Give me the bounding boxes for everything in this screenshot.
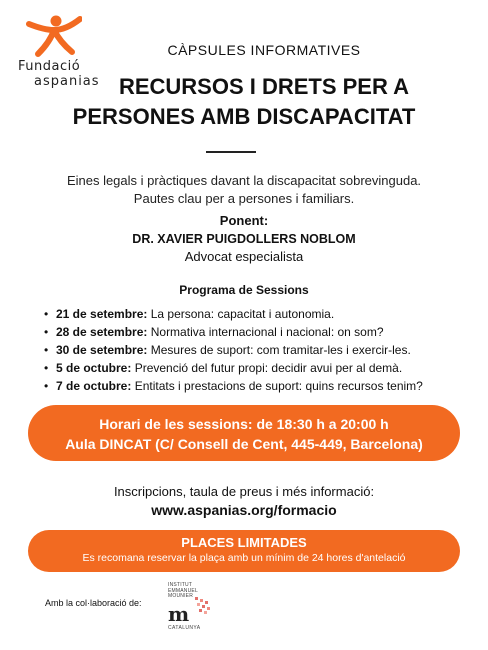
schedule-venue: Aula DINCAT (C/ Consell de Cent, 445-449, Barcelona) xyxy=(65,436,423,452)
session-topic: La persona: capacitat i autonomia. xyxy=(147,307,335,321)
session-date: 28 de setembre: xyxy=(56,325,148,339)
logo-text-line1: Fundació xyxy=(18,59,81,74)
partner-logo xyxy=(168,583,213,633)
session-date: 21 de setembre: xyxy=(56,307,148,321)
limited-places-note: Es recomana reservar la plaça amb un mínim de 24 hores d'antelació xyxy=(82,552,406,564)
session-date: 7 de octubre: xyxy=(56,379,132,393)
partner-mark: m xyxy=(168,602,190,626)
session-topic: Mesures de suport: com tramitar-les i exercir-les. xyxy=(147,343,411,357)
session-date: 5 de octubre: xyxy=(56,361,132,375)
session-item xyxy=(44,359,484,377)
session-item xyxy=(44,305,484,323)
registration-info: Inscripcions, taula de preus i més informació: xyxy=(113,484,375,499)
speaker-name: DR. XAVIER PUIGDOLLERS NOBLOM xyxy=(132,232,356,246)
logo-text-line2: aspanias xyxy=(34,74,100,89)
limited-places-banner xyxy=(28,530,460,572)
schedule-time: Horari de les sessions: de 18:30 h a 20:00 h xyxy=(99,416,389,432)
speaker-label: Ponent: xyxy=(219,213,269,228)
session-item xyxy=(44,323,484,341)
collaboration-label: Amb la col·laboració de: xyxy=(45,598,142,608)
page-title xyxy=(0,72,488,132)
kicker-heading: CÀPSULES INFORMATIVES xyxy=(167,42,361,58)
schedule-banner xyxy=(28,405,460,461)
title-divider xyxy=(206,151,256,153)
speaker-role: Advocat especialista xyxy=(184,249,304,264)
partner-name: INSTITUT EMMANUEL MOUNIER xyxy=(168,582,198,599)
partner-region: CATALUNYA xyxy=(168,625,201,631)
session-item xyxy=(44,341,484,359)
registration-link[interactable]: www.aspanias.org/formacio xyxy=(151,502,337,518)
session-item xyxy=(44,377,484,395)
session-topic: Prevenció del futur propi: decidir avui per al demà. xyxy=(131,361,403,375)
session-date: 30 de setembre: xyxy=(56,343,148,357)
program-title: Programa de Sessions xyxy=(179,283,309,297)
partner-dots-icon xyxy=(193,597,213,619)
intro-line2: Pautes clau per a persones i familiars. xyxy=(133,191,355,206)
limited-places-title: PLACES LIMITADES xyxy=(181,535,307,550)
intro-line1: Eines legals i pràctiques davant la discapacitat sobrevinguda. xyxy=(66,173,422,188)
title-line1: RECURSOS I DRETS PER A xyxy=(118,74,410,99)
intro-text xyxy=(0,172,488,208)
session-topic: Entitats i prestacions de suport: quins recursos tenim? xyxy=(131,379,423,393)
title-line2: PERSONES AMB DISCAPACITAT xyxy=(72,104,416,129)
session-topic: Normativa internacional i nacional: on som? xyxy=(147,325,384,339)
sessions-list xyxy=(44,305,484,395)
